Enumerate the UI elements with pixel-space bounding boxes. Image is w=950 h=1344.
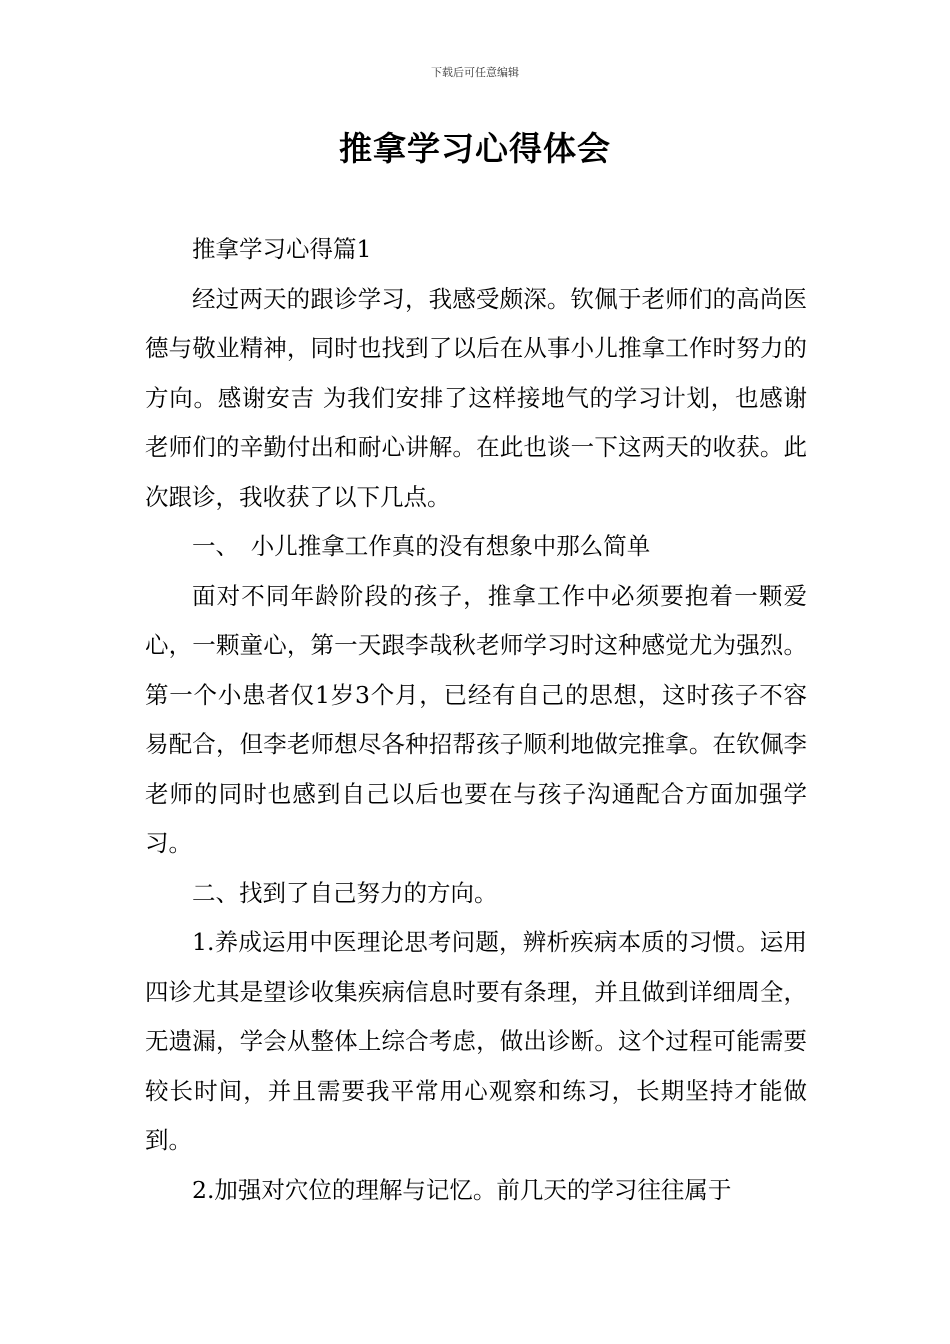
paragraph: 2.加强对穴位的理解与记忆。前几天的学习往往属于 (192, 1175, 732, 1204)
document-title: 推拿学习心得体会 (339, 129, 611, 168)
header-note: 下载后可任意编辑 (431, 66, 519, 79)
section-heading: 推拿学习心得篇1 (192, 235, 372, 263)
document-body (145, 225, 807, 1215)
subheading: 一、 小儿推拿工作真的没有想象中那么简单 (192, 532, 651, 560)
paragraph: 经过两天的跟诊学习，我感受颇深。钦佩于老师们的高尚医德与敬业精神，同时也找到了以后在从事小儿推拿工作时努力的方向。感谢安吉 为我们安排了这样接地气的学习计划，也感谢老师们的辛勤付出和耐心讲解。在此也谈一下这两天的收获。此次跟诊，我收获了以下几点。 (145, 284, 807, 511)
subheading: 二、找到了自己努力的方向。 (192, 878, 498, 907)
paragraph: 面对不同年龄阶段的孩子，推拿工作中必须要抱着一颗爱心，一颗童心，第一天跟李哉秋老师学习时这种感觉尤为强烈。第一个小患者仅1岁3个月，已经有自己的思想，这时孩子不容易配合，但李老师想尽各种招帮孩子顺利地做完推拿。在钦佩李老师的同时也感到自己以后也要在与孩子沟通配合方面加强学习。 (145, 581, 807, 857)
paragraph: 1.养成运用中医理论思考问题，辨析疾病本质的习惯。运用四诊尤其是望诊收集疾病信息时要有条理，并且做到详细周全，无遗漏，学会从整体上综合考虑，做出诊断。这个过程可能需要较长时间，并且需要我平常用心观察和练习，长期坚持才能做到。 (145, 928, 807, 1154)
